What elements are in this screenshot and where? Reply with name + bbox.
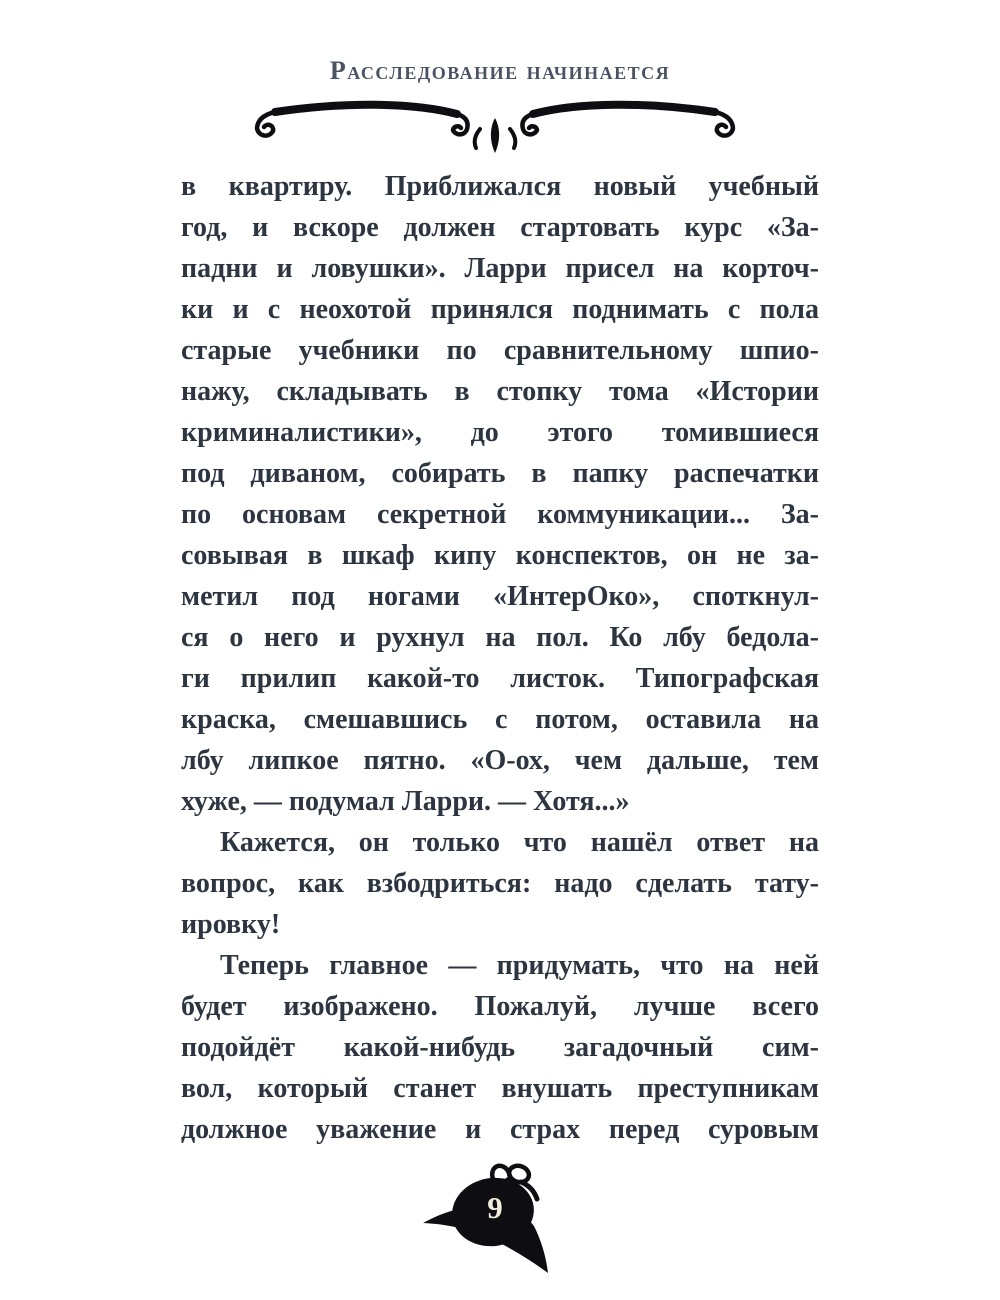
text-line: краска, смешавшись с потом, оставила на xyxy=(181,704,819,735)
text-line: вопрос, как взбодриться: надо сделать тату- xyxy=(181,868,819,899)
text-line: ки и с неохотой принялся поднимать с пола xyxy=(181,294,819,325)
text-line: будет изображено. Пожалуй, лучше всего xyxy=(181,991,819,1022)
text-line: ировку! xyxy=(181,909,281,940)
text-line: криминалистики», до этого томившиеся xyxy=(181,417,819,448)
text-line: метил под ногами «ИнтерОко», споткнул- xyxy=(181,581,819,612)
divider-flourish-icon xyxy=(247,96,743,162)
text-line: лбу липкое пятно. «О-ох, чем дальше, тем xyxy=(181,745,819,776)
text-line: подойдёт какой-нибудь загадочный сим- xyxy=(181,1032,819,1063)
text-line: ги прилип какой-то листок. Типографская xyxy=(181,663,819,694)
text-line: вол, который станет внушать преступникам xyxy=(181,1073,819,1104)
body-text xyxy=(181,166,819,1150)
text-line: должное уважение и страх перед суровым xyxy=(181,1114,819,1145)
page-number: 9 xyxy=(487,1190,503,1225)
text-line: ся о него и рухнул на пол. Ко лбу бедола- xyxy=(181,622,819,653)
text-line: Теперь главное — придумать, что на ней xyxy=(220,950,819,981)
text-line: в квартиру. Приближался новый учебный xyxy=(181,171,819,202)
text-line: под диваном, собирать в папку распечатки xyxy=(181,458,819,489)
text-line: по основам секретной коммуникации... За- xyxy=(181,499,819,530)
text-line: год, и вскоре должен стартовать курс «За- xyxy=(181,212,819,243)
text-line: совывая в шкаф кипу конспектов, он не за- xyxy=(181,540,819,571)
text-line: нажу, складывать в стопку тома «Истории xyxy=(181,376,819,407)
text-line: падни и ловушки». Ларри присел на корточ- xyxy=(181,253,819,284)
running-head: Расследование начинается xyxy=(329,56,671,85)
text-line: хуже, — подумал Ларри. — Хотя...» xyxy=(181,786,630,817)
text-line: Кажется, он только что нашёл ответ на xyxy=(220,827,819,858)
text-line: старые учебники по сравнительному шпио- xyxy=(181,335,819,366)
